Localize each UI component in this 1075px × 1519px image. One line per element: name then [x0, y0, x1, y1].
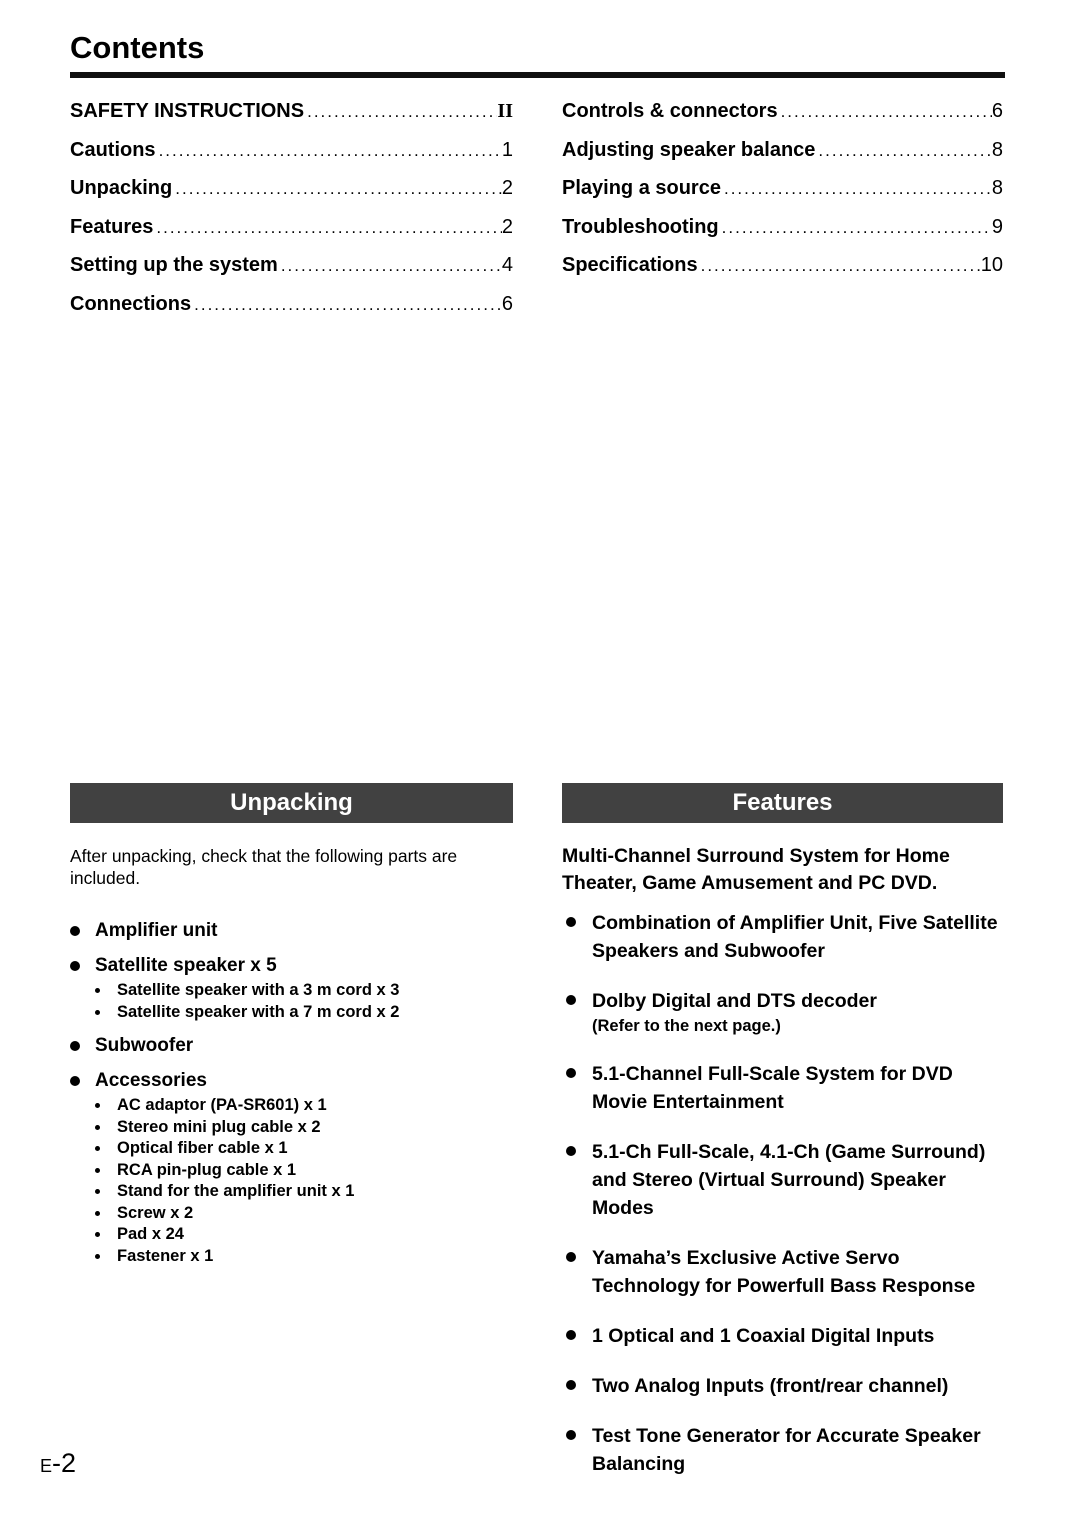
- bullet-icon: [70, 954, 95, 1023]
- list-item-label: 1 Optical and 1 Coaxial Digital Inputs: [592, 1325, 935, 1347]
- toc-entry[interactable]: [70, 254, 513, 293]
- sub-item-label: Optical fiber cable x 1: [117, 1139, 288, 1157]
- list-item: [70, 954, 513, 1023]
- toc-entry[interactable]: [562, 139, 1003, 178]
- list-item-label: Yamaha’s Exclusive Active Servo Technology for Powerfull Bass Response: [592, 1247, 976, 1297]
- toc-entry-label: Adjusting speaker balance: [562, 138, 816, 161]
- list-item: [562, 987, 1003, 1038]
- list-item: [70, 1034, 513, 1058]
- bullet-icon: [562, 1060, 592, 1116]
- dot-leader: [778, 102, 992, 122]
- bullet-dot: [70, 961, 80, 971]
- bullet-icon: [562, 1244, 592, 1300]
- bullet-icon: [95, 1203, 117, 1225]
- bullet-icon: [95, 1095, 117, 1117]
- bullet-dot: [566, 1068, 576, 1078]
- list-item: [562, 1060, 1003, 1116]
- list-item-body: [592, 1138, 1003, 1222]
- toc-entry-label: SAFETY INSTRUCTIONS: [70, 100, 305, 122]
- bullet-icon: [562, 1422, 592, 1478]
- sub-list-item: [95, 1224, 513, 1246]
- dot-leader: [153, 218, 502, 238]
- bullet-icon: [70, 1069, 95, 1267]
- unpacking-header: Unpacking: [70, 783, 513, 823]
- toc-entry-page: 9: [991, 215, 1003, 238]
- sub-list-item: [95, 980, 513, 1002]
- toc-column-right: [562, 100, 1003, 331]
- list-item-body: [592, 1060, 1003, 1116]
- bullet-icon: [95, 1117, 117, 1139]
- dot-leader: [278, 256, 502, 276]
- title-divider: [70, 72, 1005, 78]
- toc-entry[interactable]: [70, 177, 513, 216]
- features-header: Features: [562, 783, 1003, 823]
- sub-list-item: [95, 1246, 513, 1268]
- bullet-dot: [95, 988, 100, 993]
- bullet-dot: [95, 1125, 100, 1130]
- list-item: [562, 1372, 1003, 1400]
- toc-entry[interactable]: [562, 216, 1003, 255]
- toc-entry[interactable]: [70, 216, 513, 255]
- list-item: [562, 1422, 1003, 1478]
- list-item: [562, 1138, 1003, 1222]
- list-item-note: (Refer to the next page.): [592, 1017, 781, 1035]
- toc-entry-page: 4: [501, 254, 513, 276]
- bullet-dot: [95, 1189, 100, 1194]
- list-item-label: Amplifier unit: [95, 920, 218, 941]
- sub-list-item: [95, 1117, 513, 1139]
- list-item-label: Accessories: [95, 1070, 207, 1091]
- toc-entry-page: 8: [991, 177, 1003, 199]
- features-section: [562, 783, 1003, 1478]
- dot-leader: [698, 256, 981, 276]
- sub-list-item: [95, 1095, 513, 1117]
- sub-list-item: [95, 1181, 513, 1203]
- bullet-icon: [95, 980, 117, 1002]
- bullet-icon: [562, 987, 592, 1038]
- toc-entry-page: 10: [980, 254, 1003, 276]
- sub-item-label: Screw x 2: [117, 1203, 194, 1222]
- sub-list: [95, 980, 513, 1023]
- sub-list: [95, 1095, 513, 1267]
- bullet-icon: [95, 1224, 117, 1246]
- content-sections: [70, 783, 1005, 1478]
- list-item-body: [95, 919, 513, 943]
- toc-entry[interactable]: [562, 254, 1003, 293]
- bullet-icon: [562, 909, 592, 965]
- table-of-contents: [70, 100, 1005, 331]
- bullet-icon: [70, 1034, 95, 1058]
- sub-item-label: RCA pin-plug cable x 1: [117, 1160, 297, 1179]
- page-number: [40, 1450, 76, 1481]
- list-item: [70, 1069, 513, 1267]
- bullet-dot: [95, 1103, 100, 1108]
- list-item-body: [95, 1034, 513, 1058]
- bullet-icon: [95, 1181, 117, 1203]
- list-item-body: [592, 1422, 1003, 1478]
- toc-entry-label: Setting up the system: [70, 254, 278, 276]
- sub-item-label: AC adaptor (PA-SR601) x 1: [117, 1096, 327, 1114]
- list-item-body: [592, 987, 1003, 1038]
- list-item-label: Subwoofer: [95, 1035, 194, 1056]
- bullet-dot: [566, 917, 576, 927]
- page-number-prefix: E: [40, 1456, 53, 1476]
- list-item: [70, 919, 513, 943]
- list-item-label: Dolby Digital and DTS decoder: [592, 990, 877, 1012]
- bullet-dot: [95, 1232, 100, 1237]
- list-item-label: Satellite speaker x 5: [95, 955, 277, 976]
- bullet-icon: [95, 1138, 117, 1160]
- features-list: [562, 909, 1003, 1478]
- toc-entry-label: Features: [70, 215, 154, 238]
- list-item-label: 5.1-Channel Full-Scale System for DVD Movie Entertainment: [592, 1063, 953, 1113]
- toc-entry-page: 2: [501, 177, 513, 199]
- dot-leader: [156, 141, 502, 161]
- dot-leader: [721, 179, 992, 199]
- sub-item-label: Satellite speaker with a 7 m cord x 2: [117, 1002, 400, 1021]
- bullet-dot: [95, 1146, 100, 1151]
- toc-entry-label: Playing a source: [562, 177, 721, 199]
- list-item: [562, 1322, 1003, 1350]
- bullet-icon: [95, 1160, 117, 1182]
- sub-list-item: [95, 1160, 513, 1182]
- sub-item-label: Stand for the amplifier unit x 1: [117, 1182, 355, 1200]
- bullet-dot: [566, 1252, 576, 1262]
- list-item-label: Test Tone Generator for Accurate Speaker Balancing: [592, 1425, 981, 1475]
- sub-list-item: [95, 1138, 513, 1160]
- bullet-icon: [562, 1322, 592, 1350]
- bullet-icon: [562, 1138, 592, 1222]
- dot-leader: [719, 218, 992, 238]
- bullet-icon: [70, 919, 95, 943]
- toc-entry-label: Controls & connectors: [562, 100, 778, 122]
- bullet-dot: [70, 926, 80, 936]
- bullet-icon: [95, 1246, 117, 1268]
- bullet-dot: [566, 1380, 576, 1390]
- toc-entry-page: 2: [501, 215, 513, 238]
- list-item-label: Combination of Amplifier Unit, Five Satellite Speakers and Subwoofer: [592, 912, 998, 962]
- dot-leader: [304, 102, 497, 122]
- unpacking-parts-list: [70, 919, 513, 1267]
- unpacking-intro: After unpacking, check that the following parts are included.: [70, 846, 458, 888]
- toc-entry[interactable]: [70, 293, 513, 332]
- bullet-dot: [95, 1168, 100, 1173]
- toc-entry-label: Connections: [70, 292, 192, 315]
- bullet-dot: [566, 995, 576, 1005]
- list-item-body: [592, 1372, 1003, 1400]
- bullet-dot: [566, 1430, 576, 1440]
- toc-entry-label: Troubleshooting: [562, 215, 719, 238]
- toc-entry[interactable]: [562, 177, 1003, 216]
- toc-column-left: [70, 100, 513, 331]
- bullet-dot: [566, 1330, 576, 1340]
- toc-entry[interactable]: [70, 100, 513, 139]
- toc-entry-label: Unpacking: [70, 177, 173, 199]
- bullet-dot: [95, 1010, 100, 1015]
- bullet-dot: [70, 1041, 80, 1051]
- page-title: Contents: [70, 30, 205, 65]
- toc-entry[interactable]: [562, 100, 1003, 139]
- toc-entry-label: Specifications: [562, 254, 698, 276]
- bullet-dot: [95, 1211, 100, 1216]
- dot-leader: [172, 179, 502, 199]
- list-item: [562, 1244, 1003, 1300]
- sub-item-label: Stereo mini plug cable x 2: [117, 1117, 321, 1136]
- list-item-label: Two Analog Inputs (front/rear channel): [592, 1375, 949, 1397]
- bullet-icon: [562, 1372, 592, 1400]
- page-number-value: -2: [52, 1448, 77, 1478]
- features-intro: Multi-Channel Surround System for Home Theater, Game Amusement and PC DVD.: [562, 845, 950, 894]
- bullet-icon: [95, 1002, 117, 1024]
- sub-list-item: [95, 1002, 513, 1024]
- list-item: [562, 909, 1003, 965]
- list-item-label: 5.1-Ch Full-Scale, 4.1-Ch (Game Surround) and Stereo (Virtual Surround) Speaker Modes: [592, 1141, 986, 1219]
- bullet-dot: [566, 1146, 576, 1156]
- toc-entry-page: 6: [991, 100, 1003, 122]
- list-item-body: [95, 954, 513, 1023]
- unpacking-section: [70, 783, 513, 1267]
- bullet-dot: [70, 1076, 80, 1086]
- list-item-body: [592, 1322, 1003, 1350]
- sub-item-label: Satellite speaker with a 3 m cord x 3: [117, 981, 400, 999]
- list-item-body: [95, 1069, 513, 1267]
- toc-entry-page: 1: [501, 138, 513, 161]
- sub-item-label: Pad x 24: [117, 1225, 184, 1243]
- toc-entry-label: Cautions: [70, 138, 156, 161]
- sub-list-item: [95, 1203, 513, 1225]
- toc-entry-page: 8: [991, 138, 1003, 161]
- sub-item-label: Fastener x 1: [117, 1246, 214, 1265]
- bullet-dot: [95, 1254, 100, 1259]
- toc-entry-page: 6: [501, 292, 513, 315]
- dot-leader: [815, 141, 991, 161]
- list-item-body: [592, 909, 1003, 965]
- list-item-body: [592, 1244, 1003, 1300]
- toc-entry-page: II: [497, 100, 513, 122]
- dot-leader: [191, 295, 502, 315]
- toc-entry[interactable]: [70, 139, 513, 178]
